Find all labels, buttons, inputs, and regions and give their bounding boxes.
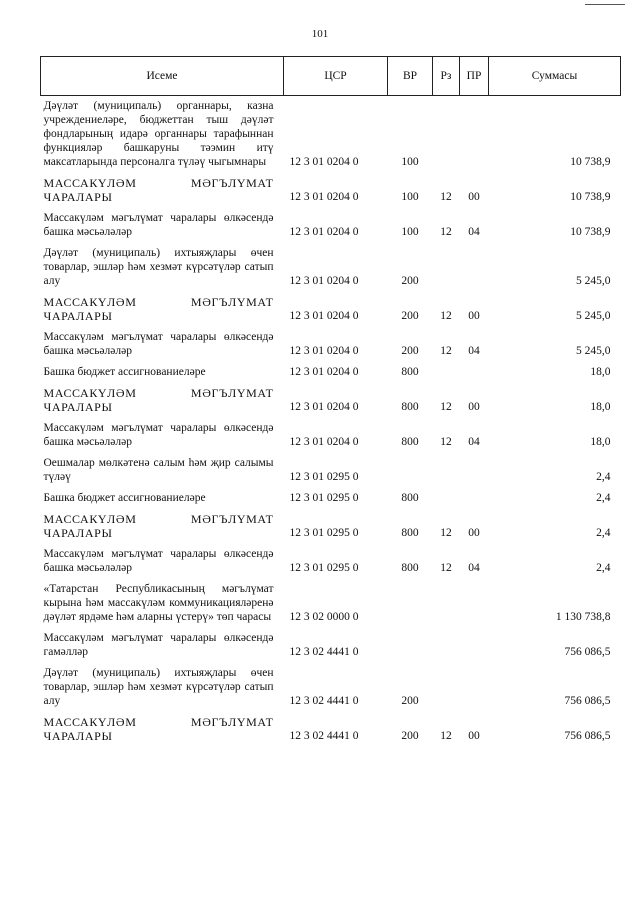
cell-rz (433, 628, 460, 663)
cell-pr: 04 (468, 226, 480, 238)
cell-name: Массакүләм мәгълүмат чаралары өлкәсендә башка мәсьәләләр (43, 422, 274, 448)
cell-rz: 12 (440, 401, 452, 413)
cell-csr: 12 3 02 4441 0 (289, 730, 359, 742)
table-row (41, 243, 621, 292)
cell-pr: 00 (468, 401, 480, 413)
budget-table (40, 56, 621, 747)
table-header (41, 57, 621, 96)
table-row (41, 488, 621, 509)
cell-csr: 12 3 02 4441 0 (289, 646, 359, 658)
cell-sum: 18,0 (590, 366, 611, 378)
cell-vr: 800 (401, 401, 419, 413)
cell-csr: 12 3 01 0204 0 (289, 345, 359, 357)
cell-name: МАССАКҮЛӘМ МӘГЪЛҮМАТ ЧАРАЛАРЫ (43, 512, 274, 540)
cell-sum: 18,0 (590, 436, 611, 448)
cell-sum: 10 738,9 (570, 156, 611, 168)
cell-sum: 756 086,5 (564, 695, 611, 707)
cell-sum: 5 245,0 (576, 345, 611, 357)
cell-name: Массакүләм мәгълүмат чаралары өлкәсендә гамәлләр (43, 632, 274, 658)
cell-pr (460, 362, 489, 383)
cell-vr (388, 453, 433, 488)
cell-csr: 12 3 01 0204 0 (289, 191, 359, 203)
cell-name: Массакүләм мәгълүмат чаралары өлкәсендә башка мәсьәләләр (43, 331, 274, 357)
cell-pr (460, 663, 489, 712)
cell-sum: 10 738,9 (570, 226, 611, 238)
cell-pr: 04 (468, 436, 480, 448)
cell-vr: 200 (401, 730, 419, 742)
cell-name: Массакүләм мәгълүмат чаралары өлкәсендә башка мәсьәләләр (43, 212, 274, 238)
cell-rz: 12 (440, 436, 452, 448)
cell-name: МАССАКҮЛӘМ МӘГЪЛҮМАТ ЧАРАЛАРЫ (43, 176, 274, 204)
cell-pr: 04 (468, 562, 480, 574)
column-header-pr: ПР (460, 57, 489, 96)
table-row (41, 544, 621, 579)
cell-csr: 12 3 01 0204 0 (289, 226, 359, 238)
cell-rz (433, 488, 460, 509)
cell-name: Башка бюджет ассигнованиеләре (43, 366, 206, 378)
cell-vr: 200 (401, 695, 419, 707)
cell-rz: 12 (440, 310, 452, 322)
cell-csr: 12 3 01 0204 0 (289, 436, 359, 448)
cell-vr: 200 (401, 275, 419, 287)
cell-sum: 756 086,5 (564, 646, 611, 658)
cell-name: Дәүләт (муниципаль) ихтыяҗлары өчен товарлар, эшләр һәм хезмәт күрсәтүләр сатып алу (43, 667, 274, 707)
cell-name: МАССАКҮЛӘМ МӘГЪЛҮМАТ ЧАРАЛАРЫ (43, 715, 274, 743)
table-row (41, 173, 621, 208)
cell-vr (388, 628, 433, 663)
cell-rz (433, 362, 460, 383)
cell-pr (460, 96, 489, 174)
column-header-rz: Рз (433, 57, 460, 96)
table-row (41, 628, 621, 663)
cell-rz (433, 243, 460, 292)
cell-vr: 800 (401, 492, 419, 504)
cell-vr: 200 (401, 310, 419, 322)
cell-csr: 12 3 01 0204 0 (289, 275, 359, 287)
cell-pr: 00 (468, 191, 480, 203)
cell-rz (433, 96, 460, 174)
cell-rz: 12 (440, 226, 452, 238)
cell-csr: 12 3 01 0295 0 (289, 562, 359, 574)
cell-vr: 800 (401, 366, 419, 378)
cell-rz: 12 (440, 562, 452, 574)
cell-sum: 2,4 (596, 562, 611, 574)
cell-csr: 12 3 01 0295 0 (289, 471, 359, 483)
table-row (41, 327, 621, 362)
cell-sum: 2,4 (596, 527, 611, 539)
cell-sum: 10 738,9 (570, 191, 611, 203)
cell-name: Дәүләт (муниципаль) ихтыяҗлары өчен товарлар, эшләр һәм хезмәт күрсәтүләр сатып алу (43, 247, 274, 287)
cell-pr: 04 (468, 345, 480, 357)
cell-csr: 12 3 02 4441 0 (289, 695, 359, 707)
table-row (41, 579, 621, 628)
table-row (41, 96, 621, 174)
cell-vr (388, 579, 433, 628)
cell-rz: 12 (440, 730, 452, 742)
table-row (41, 509, 621, 544)
cell-pr (460, 243, 489, 292)
cell-name: МАССАКҮЛӘМ МӘГЪЛҮМАТ ЧАРАЛАРЫ (43, 295, 274, 323)
table-row (41, 208, 621, 243)
budget-table-container (40, 56, 620, 747)
cell-csr: 12 3 01 0204 0 (289, 366, 359, 378)
cell-csr: 12 3 01 0204 0 (289, 156, 359, 168)
cell-sum: 5 245,0 (576, 310, 611, 322)
cell-rz: 12 (440, 527, 452, 539)
cell-sum: 1 130 738,8 (555, 611, 611, 623)
table-row (41, 663, 621, 712)
table-row (41, 712, 621, 747)
cell-sum: 2,4 (596, 471, 611, 483)
cell-pr (460, 453, 489, 488)
cell-vr: 100 (401, 226, 419, 238)
cell-csr: 12 3 01 0204 0 (289, 310, 359, 322)
column-header-sum: Суммасы (489, 57, 621, 96)
cell-rz: 12 (440, 191, 452, 203)
cell-csr: 12 3 02 0000 0 (289, 611, 359, 623)
cell-rz (433, 663, 460, 712)
cell-name: Массакүләм мәгълүмат чаралары өлкәсендә башка мәсьәләләр (43, 548, 274, 574)
table-row (41, 292, 621, 327)
cell-sum: 5 245,0 (576, 275, 611, 287)
cell-sum: 18,0 (590, 401, 611, 413)
cell-sum: 2,4 (596, 492, 611, 504)
cell-vr: 100 (401, 191, 419, 203)
table-row (41, 418, 621, 453)
cell-name: Дәүләт (муниципаль) органнары, казна учреждениеләре, бюджеттан тыш дәүләт фондларының идарә органнары тарафыннан функцияләр башкаруны тәэмин итү максатларында персоналга түләү чыгымнары (43, 100, 274, 168)
cell-pr: 00 (468, 527, 480, 539)
cell-vr: 200 (401, 345, 419, 357)
cell-rz (433, 579, 460, 628)
cell-pr (460, 579, 489, 628)
column-header-name: Исеме (41, 57, 284, 96)
cell-rz (433, 453, 460, 488)
table-body (41, 96, 621, 748)
cell-sum: 756 086,5 (564, 730, 611, 742)
cell-rz: 12 (440, 345, 452, 357)
cell-pr: 00 (468, 730, 480, 742)
column-header-csr: ЦСР (284, 57, 388, 96)
cell-name: «Татарстан Республикасының мәгълүмат кырына һәм массакүләм коммуникацияләренә дәүләт ярдәме һәм аларны үстерү» төп чарасы (43, 583, 274, 623)
table-row (41, 362, 621, 383)
cell-name: МАССАКҮЛӘМ МӘГЪЛҮМАТ ЧАРАЛАРЫ (43, 386, 274, 414)
cell-name: Башка бюджет ассигнованиеләре (43, 492, 206, 504)
page-number: 101 (311, 28, 329, 40)
cell-pr (460, 488, 489, 509)
cell-vr: 800 (401, 562, 419, 574)
cell-vr: 800 (401, 527, 419, 539)
cell-vr: 800 (401, 436, 419, 448)
cell-csr: 12 3 01 0204 0 (289, 401, 359, 413)
cell-csr: 12 3 01 0295 0 (289, 527, 359, 539)
cell-name: Оешмалар мөлкәтенә салым һәм җир салымы түләү (43, 457, 274, 483)
cell-pr (460, 628, 489, 663)
cell-csr: 12 3 01 0295 0 (289, 492, 359, 504)
table-row (41, 453, 621, 488)
table-row (41, 383, 621, 418)
top-corner-rule (585, 4, 625, 5)
column-header-vr: ВР (388, 57, 433, 96)
cell-vr: 100 (401, 156, 419, 168)
cell-pr: 00 (468, 310, 480, 322)
